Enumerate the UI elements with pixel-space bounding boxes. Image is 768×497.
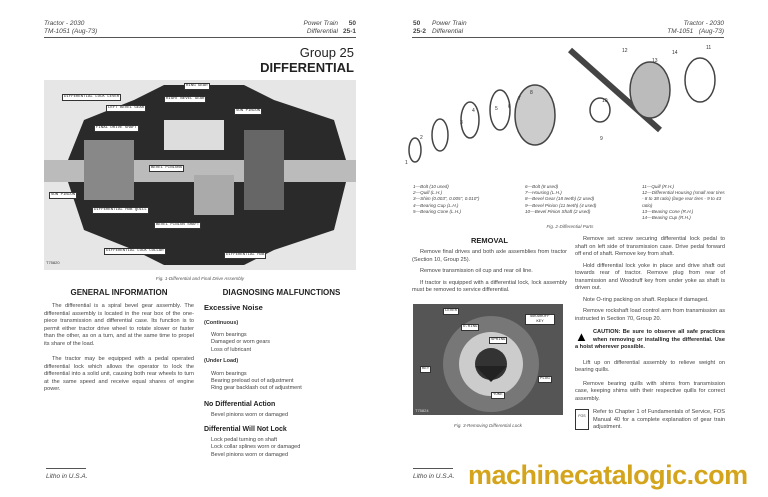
fig3-code: T75824 [415,408,429,413]
fig1-label: RIGHT BEVEL GEAR [166,97,205,101]
fig1-label: DIFFERENTIAL HUB QUILL [94,208,147,212]
fig3-label: O-RING [463,325,478,329]
part-entry: 3—Shim (0.003", 0.005", 0.010") [413,196,480,202]
fig3-label: KEY [422,367,430,371]
removal-paragraph: Remove final drives and both axle assemblies from tractor (Section 10, Group 25). [412,249,567,263]
fig1-label: DIFFERENTIAL LOCK COLLAR [106,249,164,253]
header-section-no: 50 [413,20,421,27]
part-number: 12 [622,48,628,54]
header-model: Tractor - 2030 [44,20,85,27]
part-number: 7 [518,96,521,102]
no-action-heading: No Differential Action [204,400,276,408]
fig1-label: SUN PINION [51,193,76,197]
differential-cutaway-illustration [44,80,356,270]
list-item: Damaged or worn gears [211,339,271,346]
procedure-paragraph: Lift up on differential assembly to relieve weight on bearing quills. [575,359,725,373]
header-page: 25-1 [342,28,356,35]
parts-legend-col1 [413,184,521,215]
general-paragraph: The tractor may be equipped with a pedal operated differential lock which allows the operator to lock the differential into a solid unit, causing both rear wheels to turn at the same speed and receive equal shares of engine power. [44,356,194,392]
procedure-paragraph: Remove rockshaft load control arm from transmission as instructed in Section 70, Group 20. [575,308,725,322]
parts-legend-col2 [525,184,637,215]
part-entry: 10—Bevel Pinion Shaft (2 used) [525,208,591,214]
general-info-heading: GENERAL INFORMATION [70,288,168,297]
header-section: Power Train [432,20,467,27]
header-manual: TM-1051 (Aug-73) [44,28,98,35]
removal-paragraph: Remove transmission oil cup and rear oil line. [420,268,533,274]
fig3-label: YOKE [493,393,503,397]
group-title: Group 25 [299,45,354,60]
header-manual: TM-1051 (Aug-73) [667,28,724,35]
header-section-no: 50 [348,20,356,27]
fig1-label: DIFFERENTIAL LOCK LEVER [64,95,120,99]
part-number: 6 [508,104,511,110]
part-entry: 8—Bevel Gear (18 teeth) (2 used) [525,196,595,202]
procedure-paragraph: Remove bearing quills with shims from transmission case, keeping shims with their respective quills for correct assembly. [575,380,725,402]
part-entry: 6—Bolt (8 used) [525,184,559,189]
part-entry: 4—Bearing Cup (L.H.) [413,202,459,208]
part-number: 2 [420,135,423,141]
part-number: 3 [460,120,463,126]
fig3-label: LEVER [445,309,458,313]
list-item: Lock collar splines worn or damaged [211,444,301,451]
part-entry: 14—Bearing Cup (R.H.) [642,215,691,221]
procedure-paragraph: Hold differential lock yoke in place and drive shaft out towards rear of tractor. Remove plug from rear of transmission and Woodruff key from under yoke as shaft is driven out. [575,262,725,291]
list-item: Bevel pinions worn or damaged [211,451,289,458]
fig2-exploded-parts [400,40,730,180]
caution-text: CAUTION: Be sure to observe all safe practices when removing or installing the differential. Use a hoist wherever possible. [575,329,725,350]
fig1-code: T75820 [46,260,60,265]
list-item: Ring gear backlash out of adjustment [211,385,302,392]
no-lock-heading: Differential Will Not Lock [204,426,287,434]
fig3-caption: Fig. 3-Removing Differential Lock [454,423,522,428]
fig1-label: LEFT BEVEL GEAR [108,106,145,110]
differential-parts-illustration [400,40,730,180]
parts-legend-col3 [642,184,726,221]
footer: Litho in U.S.A. [413,473,455,480]
part-number: 14 [672,50,678,56]
part-entry: 11—Quill (R.H.) [642,184,675,189]
fos-note: Refer to Chapter 1 of Fundamentals of Service, FOS Manual 40 for a complete explanation of gear train adjustment. [593,409,725,430]
fig1-caption: Fig. 1-Differential and Final Drive Assembly [155,276,245,281]
diagnosing-heading: DIAGNOSING MALFUNCTIONS [222,288,341,297]
fig1-label: FINAL DRIVE SHAFT [96,126,137,130]
procedure-paragraph: Note O-ring packing on shaft. Replace if damaged. [583,296,709,303]
header-model: Tractor - 2030 [683,20,724,27]
part-entry: 13—Bearing Cone (R.H.) [642,208,694,214]
removal-paragraph: If tractor is equipped with a differential lock, lock assembly must be removed to service differential. [412,279,567,293]
footer-rule [413,468,453,469]
list-item: Worn bearings [211,332,247,338]
fig1-label: DIFFERENTIAL HUB [226,253,265,257]
header-subsection: Differential [306,28,338,35]
fig1-drawing [44,80,356,270]
page-title: DIFFERENTIAL [260,60,354,75]
part-number: 11 [706,45,712,51]
fig1-label: BEVEL PINIONS [151,166,183,170]
part-number: 9 [600,136,603,142]
list-item: Worn bearings [211,370,247,377]
part-entry: 12—Differential Housing (small rear tires - 8 to 38 ratio) (large rear tires - 9 to 43 ratio) [642,190,725,208]
general-paragraph: The differential is a spiral bevel gear assembly. The differential assembly is located in the rear box of the one-piece transmission and differential case. Its function is to permit either tractor drive wheel to rotate slower or faster than the other, as on a turn, and at the same time to propel its share of the load. [44,303,194,347]
watermark: machinecatalogic.com [468,460,748,490]
fos-book-icon: FOS [575,409,589,430]
part-number: 5 [495,106,498,112]
footer-rule [46,468,86,469]
part-number: 4 [472,108,475,114]
part-entry: 9—Bevel Pinion (11 teeth) (4 used) [525,202,597,208]
header-rule [44,37,356,38]
warning-icon: ▲ [575,329,588,344]
fig3-photo [413,304,563,415]
procedure-paragraph: Remove set screw securing differential lock pedal to shaft on left side of transmission case. Drive pedal forward off end of shaft. Remove key from shaft. [575,236,725,257]
header-rule [412,37,724,38]
fig3-label: SPRING [491,338,506,342]
part-entry: 2—Quill (L.H.) [413,190,443,196]
header-page: 25-2 [413,28,427,35]
footer: Litho in U.S.A. [46,473,88,480]
fig1-label: RING GEAR [186,84,208,88]
fig1-label: SUN PINION [236,109,261,113]
header-subsection: Differential [432,28,464,35]
part-entry: 1—Bolt (10 used) [413,184,449,189]
part-number: 10 [602,98,608,104]
under-load-subheading: (Under Load) [204,357,239,364]
fig3-label: PLUG [540,377,550,381]
part-number: 13 [652,58,658,64]
fig3-label: WOODRUFF KEY [525,314,555,325]
header-section: Power Train [303,20,338,27]
list-item: Bevel pinions worn or damaged [211,411,289,418]
part-entry: 5—Bearing Cone (L.H.) [413,208,462,214]
removal-heading: REMOVAL [471,236,508,245]
part-number: 8 [530,90,533,96]
excessive-noise-heading: Excessive Noise [204,303,263,312]
list-item: Bearing preload out of adjustment [211,378,294,385]
list-item: Lock pedal turning on shaft [211,437,278,444]
list-item: Loss of lubricant [211,346,252,353]
part-entry: 7—Housing (L.H.) [525,190,562,196]
fig1-label: BEVEL PINION SHAFT [156,223,200,227]
part-number: 1 [405,160,408,166]
continuous-subheading: (Continuous) [204,320,239,326]
fig2-caption: Fig. 2-Differential Parts [546,224,594,229]
